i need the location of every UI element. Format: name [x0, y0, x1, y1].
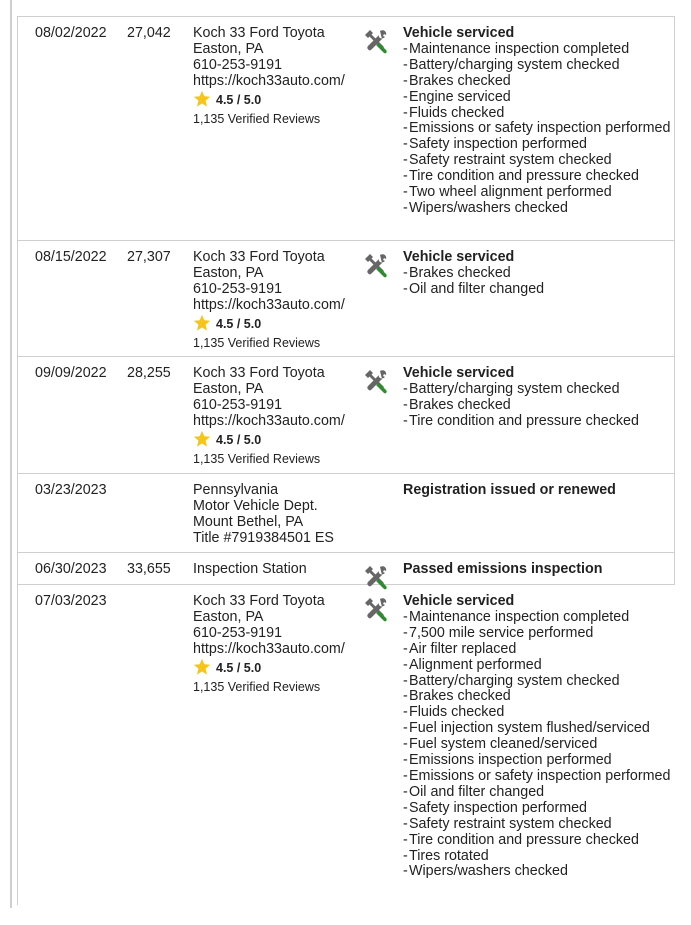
- service-item: - Wipers/washers checked: [403, 864, 673, 880]
- source-info: [193, 483, 368, 547]
- source-line: Easton, PA: [193, 608, 264, 625]
- service-item: - 7,500 mile service performed: [403, 626, 673, 642]
- verified-reviews-link[interactable]: 1,135 Verified Reviews: [193, 111, 321, 126]
- service-item: - Emissions inspection performed: [403, 753, 673, 769]
- source-line: 610-253-9191: [193, 396, 283, 413]
- service-date: 08/02/2022: [35, 25, 107, 41]
- service-date: 06/30/2023: [35, 561, 107, 577]
- service-item: - Air filter replaced: [403, 642, 673, 658]
- service-item: - Wipers/washers checked: [403, 201, 673, 217]
- dealer-website-link[interactable]: https://koch33auto.com/: [193, 640, 345, 657]
- rating-value: 4.5 / 5.0: [216, 661, 262, 676]
- source-info: [193, 594, 368, 696]
- service-details: [403, 26, 673, 217]
- wrench-screwdriver-icon: [364, 28, 390, 54]
- service-item: - Safety restraint system checked: [403, 153, 673, 169]
- service-item: - Safety inspection performed: [403, 137, 673, 153]
- record-title: Registration issued or renewed: [403, 482, 616, 498]
- service-item: - Safety restraint system checked: [403, 817, 673, 833]
- wrench-screwdriver-icon: [364, 252, 390, 278]
- source-line: Koch 33 Ford Toyota: [193, 249, 325, 265]
- service-item: - Two wheel alignment performed: [403, 185, 673, 201]
- service-details: [403, 562, 673, 578]
- service-item: - Tire condition and pressure checked: [403, 169, 673, 185]
- dealer-website-link[interactable]: https://koch33auto.com/: [193, 72, 345, 89]
- source-line: Easton, PA: [193, 264, 264, 281]
- service-item: - Tire condition and pressure checked: [403, 414, 673, 430]
- history-record-row: [17, 474, 675, 553]
- source-line: Easton, PA: [193, 40, 264, 57]
- service-details: [403, 483, 673, 499]
- record-title: Vehicle serviced: [403, 593, 515, 609]
- source-info: [193, 366, 368, 468]
- service-item: - Brakes checked: [403, 266, 673, 282]
- record-title: Vehicle serviced: [403, 249, 515, 265]
- service-item: - Emissions or safety inspection performed: [403, 121, 673, 137]
- service-item: - Oil and filter changed: [403, 785, 673, 801]
- odometer-reading: 33,655: [127, 561, 171, 577]
- service-item: - Brakes checked: [403, 398, 673, 414]
- service-item: - Emissions or safety inspection performed: [403, 769, 673, 785]
- service-details: [403, 250, 673, 298]
- rating-value: 4.5 / 5.0: [216, 433, 262, 448]
- source-line: 610-253-9191: [193, 56, 283, 73]
- verified-reviews-link[interactable]: 1,135 Verified Reviews: [193, 451, 321, 466]
- source-info: [193, 26, 368, 128]
- service-details: [403, 594, 673, 880]
- wrench-screwdriver-icon: [364, 368, 390, 394]
- dealer-website-link[interactable]: https://koch33auto.com/: [193, 412, 345, 429]
- left-divider: [10, 0, 12, 908]
- dealer-rating: [193, 93, 368, 110]
- source-line: Pennsylvania: [193, 482, 279, 498]
- service-item: - Fluids checked: [403, 106, 673, 122]
- service-item: - Battery/charging system checked: [403, 674, 673, 690]
- dealer-rating: [193, 661, 368, 678]
- verified-reviews-link[interactable]: 1,135 Verified Reviews: [193, 679, 321, 694]
- service-item: - Brakes checked: [403, 689, 673, 705]
- history-record-row: [17, 17, 675, 241]
- service-item: - Oil and filter changed: [403, 282, 673, 298]
- source-line: Title #7919384501 ES: [193, 529, 334, 546]
- service-item: - Alignment performed: [403, 658, 673, 674]
- wrench-screwdriver-icon: [364, 596, 390, 622]
- history-record-row: [17, 585, 675, 905]
- history-records-table: [17, 16, 675, 905]
- verified-reviews-link[interactable]: 1,135 Verified Reviews: [193, 335, 321, 350]
- source-line: 610-253-9191: [193, 624, 283, 641]
- history-record-row: [17, 553, 675, 585]
- rating-value: 4.5 / 5.0: [216, 93, 262, 108]
- service-date: 09/09/2022: [35, 365, 107, 381]
- service-details: [403, 366, 673, 430]
- service-item: - Tire condition and pressure checked: [403, 833, 673, 849]
- source-line: 610-253-9191: [193, 280, 283, 297]
- service-item: - Safety inspection performed: [403, 801, 673, 817]
- source-info: [193, 250, 368, 352]
- odometer-reading: 27,307: [127, 249, 171, 265]
- record-title: Vehicle serviced: [403, 365, 515, 381]
- service-date: 03/23/2023: [35, 482, 107, 498]
- dealer-rating: [193, 317, 368, 334]
- history-record-row: [17, 357, 675, 474]
- service-item: - Engine serviced: [403, 90, 673, 106]
- record-title: Passed emissions inspection: [403, 561, 603, 577]
- rating-value: 4.5 / 5.0: [216, 317, 262, 332]
- source-line: Koch 33 Ford Toyota: [193, 25, 325, 41]
- service-item: - Battery/charging system checked: [403, 382, 673, 398]
- service-item: - Battery/charging system checked: [403, 58, 673, 74]
- service-item: - Tires rotated: [403, 849, 673, 865]
- service-item: - Fuel system cleaned/serviced: [403, 737, 673, 753]
- record-title: Vehicle serviced: [403, 25, 515, 41]
- source-line: Koch 33 Ford Toyota: [193, 365, 325, 381]
- source-line: Motor Vehicle Dept.: [193, 497, 318, 514]
- odometer-reading: 28,255: [127, 365, 171, 381]
- service-date: 07/03/2023: [35, 593, 107, 609]
- source-line: Inspection Station: [193, 561, 307, 577]
- service-item: - Maintenance inspection completed: [403, 42, 673, 58]
- service-item: - Maintenance inspection completed: [403, 610, 673, 626]
- service-item: - Fluids checked: [403, 705, 673, 721]
- source-line: Koch 33 Ford Toyota: [193, 593, 325, 609]
- source-info: [193, 562, 368, 578]
- service-date: 08/15/2022: [35, 249, 107, 265]
- dealer-rating: [193, 433, 368, 450]
- dealer-website-link[interactable]: https://koch33auto.com/: [193, 296, 345, 313]
- source-line: Easton, PA: [193, 380, 264, 397]
- odometer-reading: 27,042: [127, 25, 171, 41]
- history-record-row: [17, 241, 675, 357]
- source-line: Mount Bethel, PA: [193, 513, 304, 530]
- service-item: - Brakes checked: [403, 74, 673, 90]
- service-item: - Fuel injection system flushed/serviced: [403, 721, 673, 737]
